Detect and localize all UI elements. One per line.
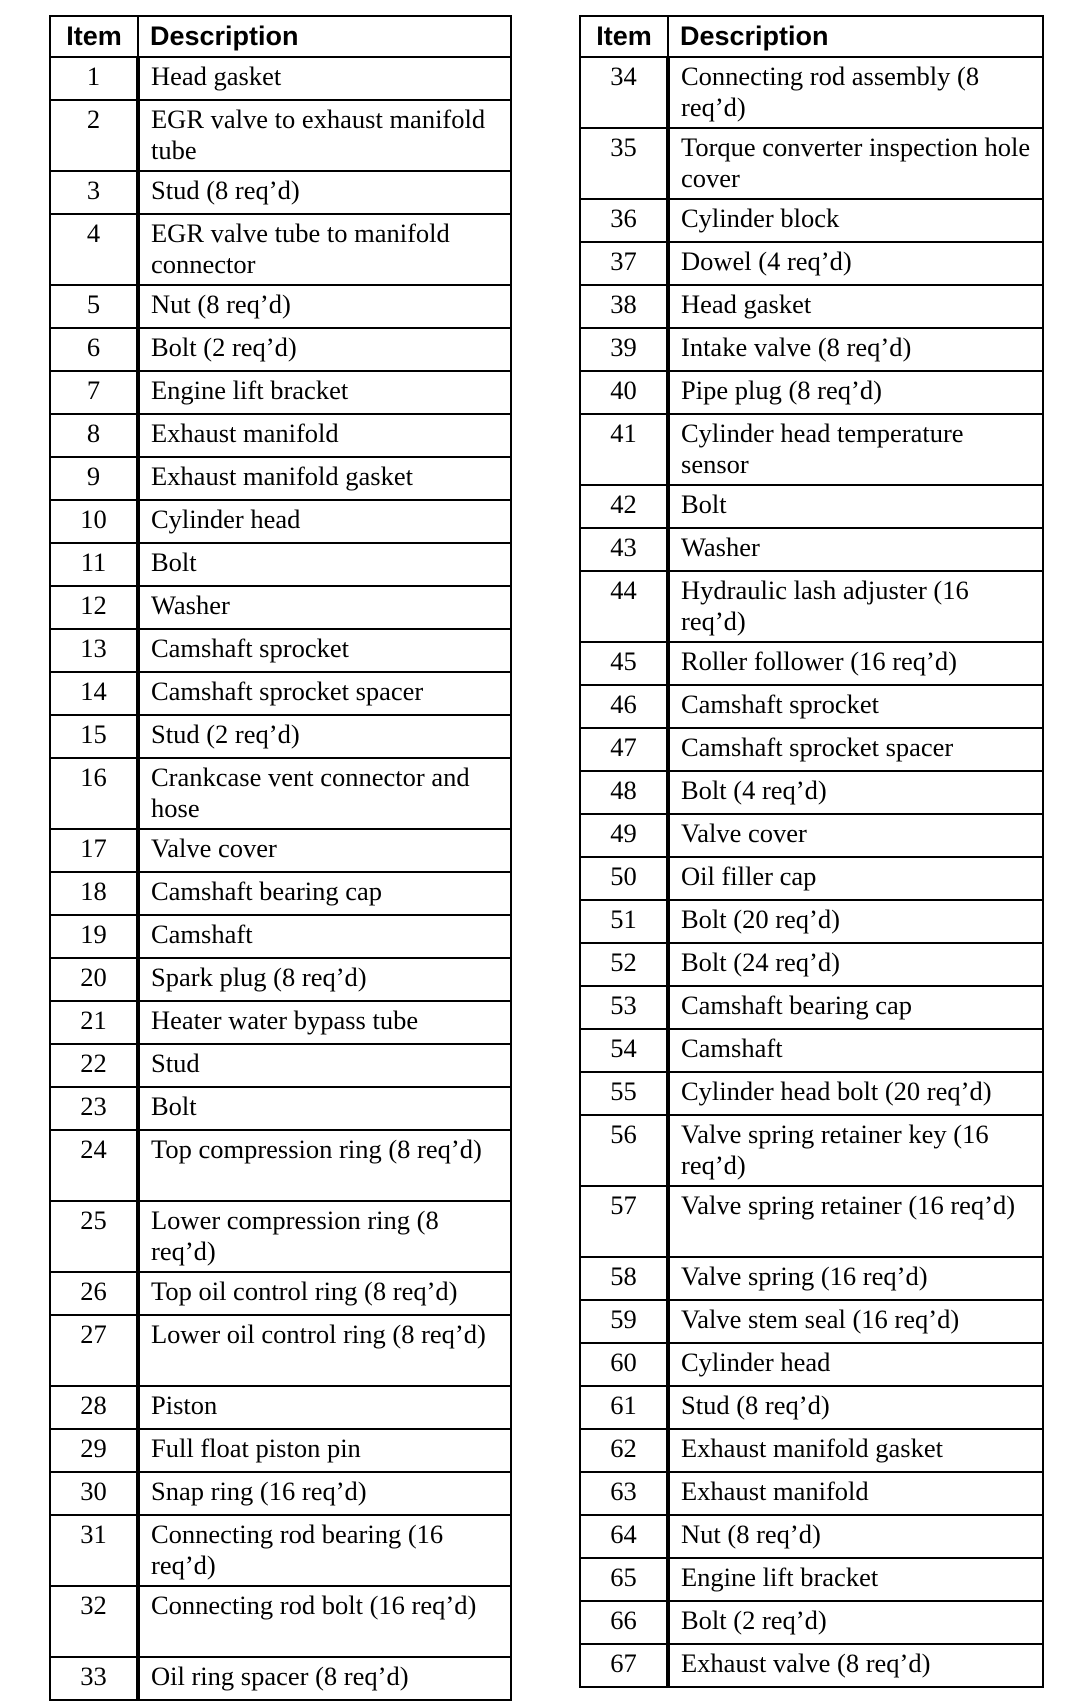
description-cell: Exhaust manifold [668, 1472, 1043, 1515]
item-number-cell: 41 [580, 414, 668, 485]
item-number-cell: 57 [580, 1186, 668, 1257]
description-cell: Stud [138, 1044, 511, 1087]
item-number-cell: 6 [50, 328, 138, 371]
description-cell: Exhaust valve (8 req’d) [668, 1644, 1043, 1687]
table-row [580, 1115, 1043, 1186]
table-row [580, 414, 1043, 485]
item-number-cell: 31 [50, 1515, 138, 1586]
description-cell: Cylinder head temperature sensor [668, 414, 1043, 485]
description-cell: Connecting rod bearing (16 req’d) [138, 1515, 511, 1586]
description-cell: Roller follower (16 req’d) [668, 642, 1043, 685]
description-cell: Nut (8 req’d) [668, 1515, 1043, 1558]
item-number-cell: 42 [580, 485, 668, 528]
table-row [580, 1257, 1043, 1300]
description-cell: Valve spring retainer (16 req’d) [668, 1186, 1043, 1257]
table-row [580, 242, 1043, 285]
table-row [50, 829, 511, 872]
description-cell: Bolt [138, 1087, 511, 1130]
description-cell: Bolt (20 req’d) [668, 900, 1043, 943]
table-row [580, 371, 1043, 414]
item-number-cell: 37 [580, 242, 668, 285]
item-number-cell: 39 [580, 328, 668, 371]
item-number-cell: 16 [50, 758, 138, 829]
item-number-cell: 7 [50, 371, 138, 414]
description-cell: Camshaft [668, 1029, 1043, 1072]
item-number-cell: 11 [50, 543, 138, 586]
description-cell: Top oil control ring (8 req’d) [138, 1272, 511, 1315]
item-number-cell: 8 [50, 414, 138, 457]
table-row [50, 1657, 511, 1700]
item-number-cell: 35 [580, 128, 668, 199]
description-cell: Camshaft sprocket spacer [138, 672, 511, 715]
item-number-cell: 54 [580, 1029, 668, 1072]
table-row [580, 1186, 1043, 1257]
description-cell: Oil filler cap [668, 857, 1043, 900]
table-row [580, 199, 1043, 242]
table-row [50, 1386, 511, 1429]
item-number-cell: 26 [50, 1272, 138, 1315]
parts-table-left [49, 15, 512, 1701]
table-row [50, 214, 511, 285]
item-number-cell: 32 [50, 1586, 138, 1657]
table-row [580, 128, 1043, 199]
table-row [580, 857, 1043, 900]
description-cell: Washer [138, 586, 511, 629]
description-cell: Snap ring (16 req’d) [138, 1472, 511, 1515]
description-cell: Stud (2 req’d) [138, 715, 511, 758]
table-header-row [50, 16, 511, 57]
description-cell: Intake valve (8 req’d) [668, 328, 1043, 371]
description-cell: Spark plug (8 req’d) [138, 958, 511, 1001]
item-number-cell: 30 [50, 1472, 138, 1515]
item-number-cell: 55 [580, 1072, 668, 1115]
item-number-cell: 62 [580, 1429, 668, 1472]
description-cell: Torque converter inspection hole cover [668, 128, 1043, 199]
description-cell: Connecting rod assembly (8 req’d) [668, 57, 1043, 128]
item-number-cell: 10 [50, 500, 138, 543]
description-cell: Washer [668, 528, 1043, 571]
item-number-cell: 12 [50, 586, 138, 629]
description-cell: Cylinder block [668, 199, 1043, 242]
table-row [580, 328, 1043, 371]
description-cell: Full float piston pin [138, 1429, 511, 1472]
table-row [50, 414, 511, 457]
table-row [580, 571, 1043, 642]
table-row [50, 872, 511, 915]
description-cell: Valve cover [668, 814, 1043, 857]
item-number-cell: 3 [50, 171, 138, 214]
description-cell: EGR valve tube to manifold connector [138, 214, 511, 285]
description-cell: EGR valve to exhaust manifold tube [138, 100, 511, 171]
table-row [580, 1429, 1043, 1472]
item-number-cell: 20 [50, 958, 138, 1001]
item-number-cell: 33 [50, 1657, 138, 1700]
item-number-cell: 61 [580, 1386, 668, 1429]
description-cell: Engine lift bracket [138, 371, 511, 414]
item-number-cell: 25 [50, 1201, 138, 1272]
item-column-header: Item [580, 16, 668, 57]
table-row [580, 728, 1043, 771]
table-row [580, 1472, 1043, 1515]
table-row [50, 100, 511, 171]
item-number-cell: 46 [580, 685, 668, 728]
parts-table-right [579, 15, 1044, 1688]
description-cell: Pipe plug (8 req’d) [668, 371, 1043, 414]
table-row [50, 285, 511, 328]
description-cell: Head gasket [138, 57, 511, 100]
item-number-cell: 52 [580, 943, 668, 986]
description-cell: Bolt [668, 485, 1043, 528]
description-cell: Valve cover [138, 829, 511, 872]
table-row [50, 543, 511, 586]
table-row [50, 1586, 511, 1657]
item-number-cell: 1 [50, 57, 138, 100]
item-number-cell: 59 [580, 1300, 668, 1343]
item-number-cell: 53 [580, 986, 668, 1029]
description-cell: Cylinder head bolt (20 req’d) [668, 1072, 1043, 1115]
item-number-cell: 44 [580, 571, 668, 642]
item-number-cell: 5 [50, 285, 138, 328]
item-number-cell: 13 [50, 629, 138, 672]
description-cell: Head gasket [668, 285, 1043, 328]
item-number-cell: 51 [580, 900, 668, 943]
description-cell: Lower compression ring (8 req’d) [138, 1201, 511, 1272]
description-cell: Connecting rod bolt (16 req’d) [138, 1586, 511, 1657]
table-row [50, 1515, 511, 1586]
description-cell: Bolt (2 req’d) [668, 1601, 1043, 1644]
table-row [50, 1001, 511, 1044]
description-cell: Exhaust manifold gasket [668, 1429, 1043, 1472]
item-number-cell: 28 [50, 1386, 138, 1429]
item-number-cell: 4 [50, 214, 138, 285]
table-row [580, 1386, 1043, 1429]
table-row [50, 715, 511, 758]
description-cell: Camshaft [138, 915, 511, 958]
description-cell: Dowel (4 req’d) [668, 242, 1043, 285]
table-row [580, 943, 1043, 986]
item-number-cell: 27 [50, 1315, 138, 1386]
table-row [50, 672, 511, 715]
table-row [580, 57, 1043, 128]
description-cell: Bolt [138, 543, 511, 586]
table-row [50, 1130, 511, 1201]
item-number-cell: 19 [50, 915, 138, 958]
table-row [50, 371, 511, 414]
table-row [580, 1072, 1043, 1115]
table-row [580, 814, 1043, 857]
description-cell: Piston [138, 1386, 511, 1429]
item-number-cell: 23 [50, 1087, 138, 1130]
table-row [580, 771, 1043, 814]
table-row [580, 528, 1043, 571]
item-number-cell: 43 [580, 528, 668, 571]
item-number-cell: 60 [580, 1343, 668, 1386]
table-row [580, 485, 1043, 528]
item-number-cell: 47 [580, 728, 668, 771]
item-number-cell: 21 [50, 1001, 138, 1044]
table-row [580, 1343, 1043, 1386]
description-cell: Camshaft bearing cap [138, 872, 511, 915]
item-number-cell: 49 [580, 814, 668, 857]
table-row [50, 1315, 511, 1386]
item-number-cell: 18 [50, 872, 138, 915]
item-number-cell: 15 [50, 715, 138, 758]
table-row [580, 1644, 1043, 1687]
table-row [50, 1472, 511, 1515]
table-row [50, 328, 511, 371]
item-number-cell: 58 [580, 1257, 668, 1300]
description-cell: Nut (8 req’d) [138, 285, 511, 328]
item-number-cell: 14 [50, 672, 138, 715]
item-number-cell: 36 [580, 199, 668, 242]
description-cell: Lower oil control ring (8 req’d) [138, 1315, 511, 1386]
description-cell: Oil ring spacer (8 req’d) [138, 1657, 511, 1700]
table-row [580, 1029, 1043, 1072]
table-row [580, 642, 1043, 685]
table-row [50, 586, 511, 629]
description-cell: Crankcase vent connector and hose [138, 758, 511, 829]
description-cell: Cylinder head [668, 1343, 1043, 1386]
table-row [50, 457, 511, 500]
table-row [50, 629, 511, 672]
item-number-cell: 64 [580, 1515, 668, 1558]
table-row [50, 1087, 511, 1130]
table-row [50, 915, 511, 958]
description-cell: Bolt (24 req’d) [668, 943, 1043, 986]
table-header-row [580, 16, 1043, 57]
item-number-cell: 9 [50, 457, 138, 500]
description-cell: Stud (8 req’d) [138, 171, 511, 214]
item-number-cell: 66 [580, 1601, 668, 1644]
description-cell: Camshaft sprocket [138, 629, 511, 672]
table-row [580, 285, 1043, 328]
table-row [50, 171, 511, 214]
table-row [580, 900, 1043, 943]
item-number-cell: 63 [580, 1472, 668, 1515]
item-number-cell: 2 [50, 100, 138, 171]
table-row [580, 1558, 1043, 1601]
table-row [580, 986, 1043, 1029]
item-number-cell: 38 [580, 285, 668, 328]
description-cell: Exhaust manifold gasket [138, 457, 511, 500]
item-number-cell: 65 [580, 1558, 668, 1601]
item-number-cell: 34 [580, 57, 668, 128]
item-column-header: Item [50, 16, 138, 57]
description-column-header: Description [138, 16, 511, 57]
item-number-cell: 56 [580, 1115, 668, 1186]
item-number-cell: 45 [580, 642, 668, 685]
table-row [580, 1515, 1043, 1558]
table-row [580, 1300, 1043, 1343]
description-cell: Engine lift bracket [668, 1558, 1043, 1601]
parts-table-left-body [50, 57, 511, 1700]
table-row [50, 958, 511, 1001]
description-cell: Top compression ring (8 req’d) [138, 1130, 511, 1201]
description-cell: Bolt (4 req’d) [668, 771, 1043, 814]
item-number-cell: 67 [580, 1644, 668, 1687]
description-cell: Camshaft sprocket spacer [668, 728, 1043, 771]
table-row [50, 1201, 511, 1272]
item-number-cell: 48 [580, 771, 668, 814]
table-row [50, 57, 511, 100]
table-row [50, 1044, 511, 1087]
item-number-cell: 22 [50, 1044, 138, 1087]
table-row [580, 1601, 1043, 1644]
description-cell: Hydraulic lash adjuster (16 req’d) [668, 571, 1043, 642]
description-column-header: Description [668, 16, 1043, 57]
item-number-cell: 17 [50, 829, 138, 872]
description-cell: Valve spring retainer key (16 req’d) [668, 1115, 1043, 1186]
description-cell: Camshaft bearing cap [668, 986, 1043, 1029]
parts-table-right-body [580, 57, 1043, 1687]
description-cell: Cylinder head [138, 500, 511, 543]
table-row [50, 1429, 511, 1472]
table-row [580, 685, 1043, 728]
table-row [50, 758, 511, 829]
description-cell: Heater water bypass tube [138, 1001, 511, 1044]
description-cell: Exhaust manifold [138, 414, 511, 457]
description-cell: Valve stem seal (16 req’d) [668, 1300, 1043, 1343]
description-cell: Stud (8 req’d) [668, 1386, 1043, 1429]
table-row [50, 500, 511, 543]
item-number-cell: 29 [50, 1429, 138, 1472]
description-cell: Bolt (2 req’d) [138, 328, 511, 371]
item-number-cell: 24 [50, 1130, 138, 1201]
description-cell: Valve spring (16 req’d) [668, 1257, 1043, 1300]
item-number-cell: 40 [580, 371, 668, 414]
item-number-cell: 50 [580, 857, 668, 900]
description-cell: Camshaft sprocket [668, 685, 1043, 728]
table-row [50, 1272, 511, 1315]
